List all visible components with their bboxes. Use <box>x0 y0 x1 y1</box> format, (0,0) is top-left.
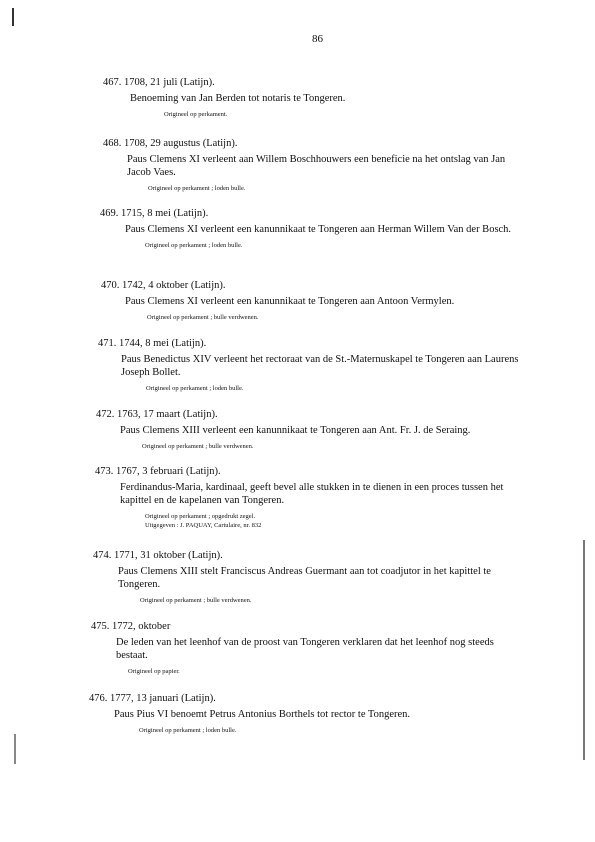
entry-note: Origineel op perkament ; loden bulle. <box>139 727 237 734</box>
entry-heading: 476. 1777, 13 januari (Latijn). <box>89 693 216 704</box>
entry-heading: 467. 1708, 21 juli (Latijn). <box>103 77 215 88</box>
entry-note: Origineel op perkament ; bulle verdwenen. <box>147 314 259 321</box>
entry-heading: 475. 1772, oktober <box>91 621 171 632</box>
archive-entry-470 <box>101 279 541 322</box>
entry-text: Paus Clemens XI verleent een kanunnikaat te Tongeren aan Herman Willem Van der Bosch. <box>125 224 512 235</box>
entry-heading: 473. 1767, 3 februari (Latijn). <box>95 466 221 477</box>
entry-note: Origineel op perkament ; loden bulle. <box>146 385 244 392</box>
entry-heading: 471. 1744, 8 mei (Latijn). <box>98 338 207 349</box>
entry-note: Origineel op perkament ; opgedrukt zegel. <box>145 513 256 520</box>
archive-entry-468 <box>103 137 543 193</box>
entry-heading: 468. 1708, 29 augustus (Latijn). <box>103 138 238 149</box>
entry-note: Origineel op perkament ; loden bulle. <box>145 242 243 249</box>
entry-text: Paus Clemens XIII verleent een kanunnikaat te Tongeren aan Ant. Fr. J. de Seraing. <box>120 425 471 436</box>
scan-edge-mark <box>583 540 585 760</box>
page-number: 86 <box>312 33 323 45</box>
entry-note: Origineel op perkament ; loden bulle. <box>148 185 246 192</box>
entry-heading: 470. 1742, 4 oktober (Latijn). <box>101 280 226 291</box>
entry-note: Uitgegeven : J. PAQUAY, Cartulaire, nr. 832 <box>145 522 262 529</box>
entry-text: Paus Benedictus XIV verleent het rectoraat van de St.-Maternuskapel te Tongeren aan Laurens Joseph Bollet. <box>121 354 519 378</box>
archive-entry-476 <box>89 692 529 735</box>
entry-heading: 472. 1763, 17 maart (Latijn). <box>96 409 218 420</box>
entry-text: Ferdinandus-Maria, kardinaal, geeft bevel alle stukken in te dienen in een proces tussen het kapittel en de kapelanen van Tongeren. <box>120 482 504 506</box>
entry-heading: 469. 1715, 8 mei (Latijn). <box>100 208 209 219</box>
entry-text: Paus Clemens XIII stelt Franciscus Andreas Guermant aan tot coadjutor in het kapittel te Tongeren. <box>118 566 491 590</box>
scan-edge-mark <box>12 8 14 26</box>
archive-entry-472 <box>96 408 536 451</box>
entry-text: Benoeming van Jan Berden tot notaris te Tongeren. <box>130 93 346 104</box>
archive-entry-473 <box>95 465 535 530</box>
entry-heading: 474. 1771, 31 oktober (Latijn). <box>93 550 223 561</box>
entry-note: Origineel op papier. <box>128 668 180 675</box>
archive-entry-469 <box>100 207 540 250</box>
archive-entry-475 <box>91 620 531 676</box>
entry-note: Origineel op perkament ; bulle verdwenen. <box>140 597 252 604</box>
scan-edge-mark <box>14 734 16 764</box>
entry-text: De leden van het leenhof van de proost van Tongeren verklaren dat het leenhof nog steeds bestaat. <box>116 637 494 661</box>
archive-entry-467 <box>103 76 543 119</box>
entry-note: Origineel op perkament ; bulle verdwenen. <box>142 443 254 450</box>
entry-note: Origineel op perkament. <box>164 111 228 118</box>
archive-entry-474 <box>93 549 533 605</box>
entry-text: Paus Pius VI benoemt Petrus Antonius Borthels tot rector te Tongeren. <box>114 709 411 720</box>
entry-text: Paus Clemens XI verleent een kanunnikaat te Tongeren aan Antoon Vermylen. <box>125 296 455 307</box>
archive-entry-471 <box>98 337 538 393</box>
entry-text: Paus Clemens XI verleent aan Willem Boschhouwers een beneficie na het ontslag van Jan Jacob Vaes. <box>127 154 506 178</box>
